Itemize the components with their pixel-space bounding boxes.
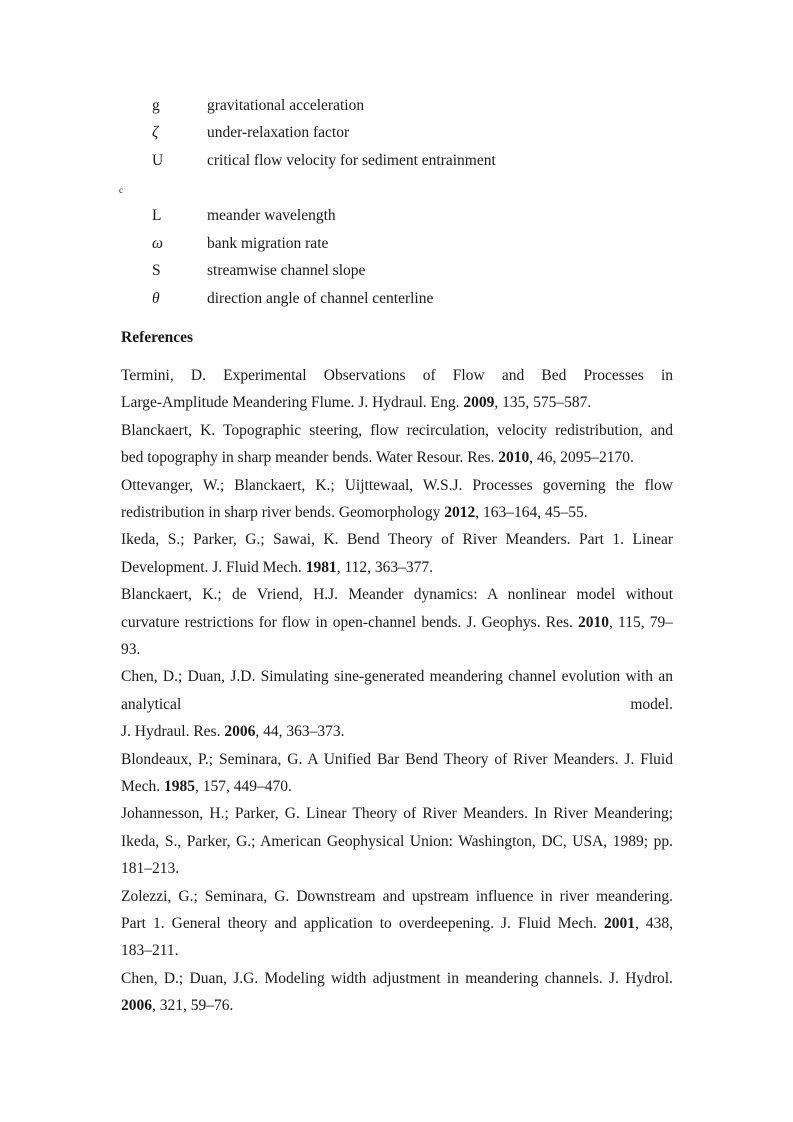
reference-text: , 46, 2095–2170. xyxy=(529,449,634,467)
reference-line xyxy=(121,913,673,935)
reference-text: 183–211. xyxy=(121,942,179,960)
reference-line xyxy=(121,940,673,962)
reference-text: bed topography in sharp meander bends. Water Resour. Res. xyxy=(121,449,499,467)
reference-year: 2010 xyxy=(498,449,530,467)
reference-line xyxy=(121,612,673,634)
reference-text: analytical xyxy=(121,695,182,713)
reference-year: 2001 xyxy=(603,915,635,932)
reference-line xyxy=(121,968,673,990)
reference-line xyxy=(121,749,673,771)
reference-text: 93. xyxy=(121,641,141,658)
reference-line xyxy=(121,858,673,880)
reference-line xyxy=(121,639,673,661)
reference-text: , 163–164, 45–55. xyxy=(475,504,588,521)
reference-text: Chen, D.; Duan, J.G. Modeling width adjustment in meandering channels. J. Hydrol. xyxy=(121,969,673,987)
nomenclature-symbol: ω xyxy=(152,235,163,252)
reference-text: Blanckaert, K. Topographic steering, flow recirculation, velocity redistribution, and xyxy=(121,421,673,439)
reference-year: 2006 xyxy=(121,997,152,1015)
reference-year: 2010 xyxy=(578,613,610,631)
nomenclature-symbol: L xyxy=(152,207,162,224)
reference-text: , 438, xyxy=(634,915,673,932)
reference-line xyxy=(121,584,673,606)
reference-text: redistribution in sharp river bends. Geomorphology xyxy=(121,504,445,521)
reference-line xyxy=(121,392,673,414)
reference-text: , 115, 79– xyxy=(609,613,673,631)
reference-line xyxy=(121,529,673,551)
reference-text: , 112, 363–377. xyxy=(336,558,433,576)
reference-line xyxy=(121,475,673,497)
nomenclature-definition: meander wavelength xyxy=(207,207,336,224)
reference-text: J. Hydraul. Res. xyxy=(121,723,225,741)
reference-line xyxy=(121,557,673,579)
reference-line xyxy=(121,886,673,908)
nomenclature-symbol: U xyxy=(152,152,164,169)
reference-year: 2006 xyxy=(224,723,256,741)
reference-line xyxy=(121,666,673,688)
reference-year: 2009 xyxy=(463,394,495,412)
references-heading: References xyxy=(121,329,194,346)
reference-text: Large-Amplitude Meandering Flume. J. Hydraul. Eng. xyxy=(121,394,464,412)
reference-year: 1985 xyxy=(164,778,196,795)
reference-text: Zolezzi, G.; Seminara, G. Downstream and upstream influence in river meandering. xyxy=(121,887,673,905)
reference-text: Ikeda, S., Parker, G.; American Geophysical Union: Washington, DC, USA, 1989; pp. xyxy=(121,832,673,850)
reference-text: Johannesson, H.; Parker, G. Linear Theory of River Meanders. In River Meandering; xyxy=(121,805,673,823)
reference-line xyxy=(121,502,673,524)
reference-line xyxy=(121,447,673,469)
reference-text: curvature restrictions for flow in open-channel bends. J. Geophys. Res. xyxy=(121,613,579,631)
reference-text: , 321, 59–76. xyxy=(152,997,234,1015)
reference-text: Ottevanger, W.; Blanckaert, K.; Uijttewaal, W.S.J. Processes governing the flow xyxy=(121,476,673,494)
reference-year: 2012 xyxy=(444,504,476,521)
reference-line xyxy=(121,995,673,1017)
reference-line xyxy=(121,776,673,798)
reference-text: , 44, 363–373. xyxy=(255,723,345,741)
nomenclature-definition: bank migration rate xyxy=(207,235,329,252)
reference-text: model. xyxy=(630,695,673,713)
nomenclature-symbol: ζ xyxy=(152,124,159,141)
reference-text: Termini, D. Experimental Observations of Flow and Bed Processes in xyxy=(121,367,673,384)
nomenclature-symbol: θ xyxy=(152,290,160,307)
reference-text: Blanckaert, K.; de Vriend, H.J. Meander dynamics: A nonlinear model without xyxy=(121,586,673,604)
nomenclature-symbol: S xyxy=(152,262,161,279)
reference-text: 181–213. xyxy=(121,860,180,878)
nomenclature-symbol: g xyxy=(152,97,160,114)
reference-text: Chen, D.; Duan, J.D. Simulating sine-generated meandering channel evolution with an xyxy=(121,668,673,686)
nomenclature-definition: gravitational acceleration xyxy=(207,97,365,114)
nomenclature-definition: critical flow velocity for sediment entrainment xyxy=(207,152,496,169)
reference-text: Mech. xyxy=(121,778,165,795)
nomenclature-definition: direction angle of channel centerline xyxy=(207,290,434,307)
reference-line xyxy=(121,803,673,825)
nomenclature-definition: under-relaxation factor xyxy=(207,124,350,141)
reference-text: Development. J. Fluid Mech. xyxy=(121,558,306,576)
reference-text: , 157, 449–470. xyxy=(195,778,292,795)
reference-line xyxy=(121,420,673,442)
reference-text: Blondeaux, P.; Seminara, G. A Unified Bar Bend Theory of River Meanders. J. Fluid xyxy=(121,750,673,768)
reference-line xyxy=(121,831,673,853)
reference-year: 1981 xyxy=(305,558,337,576)
reference-line xyxy=(121,365,673,387)
reference-text: , 135, 575–587. xyxy=(494,394,592,412)
nomenclature-definition: streamwise channel slope xyxy=(207,262,366,279)
reference-line xyxy=(121,694,673,716)
reference-text: Part 1. General theory and application to overdeepening. J. Fluid Mech. xyxy=(121,915,604,932)
subscript-marker: c xyxy=(119,185,123,195)
reference-text: Ikeda, S.; Parker, G.; Sawai, K. Bend Theory of River Meanders. Part 1. Linear xyxy=(121,531,673,549)
reference-line xyxy=(121,721,673,743)
